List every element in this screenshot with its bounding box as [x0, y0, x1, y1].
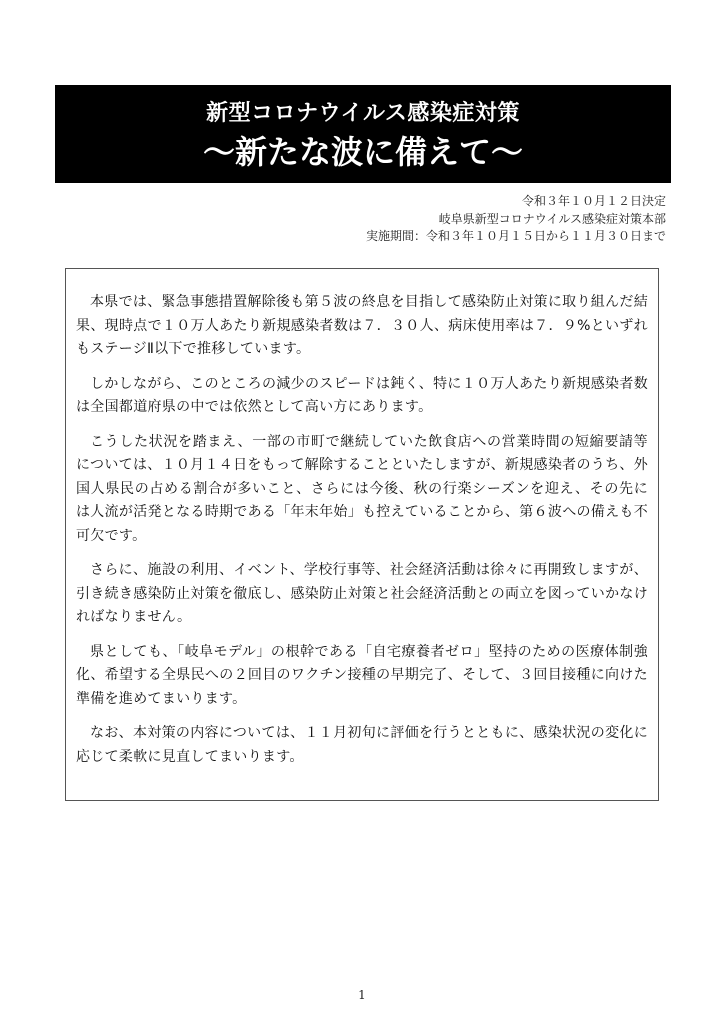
body-paragraph: しかしながら、このところの減少のスピードは鈍く、特に１０万人あたり新規感染者数は全国都道府県の中では依然として高い方にあります。 — [76, 375, 648, 415]
body-paragraph: こうした状況を踏まえ、一部の市町で継続していた飲食店への営業時間の短縮要請等については、１０月１４日をもって解除することといたしますが、新規感染者のうち、外国人県民の占める割合が多いこと、さらには今後、秋の行楽シーズンを迎え、その先には人流が活発となる時期である「年末年始」も控えていることから、第６波への備えも不可欠です。 — [76, 433, 648, 544]
body-paragraph: さらに、施設の利用、イベント、学校行事等、社会経済活動は徐々に再開致しますが、引き続き感染防止対策を徹底し、感染防止対策と社会経済活動との両立を図っていかなければなりません。 — [76, 562, 648, 625]
body-paragraph: 本県では、緊急事態措置解除後も第５波の終息を目指して感染防止対策に取り組んだ結果、現時点で１０万人あたり新規感染者数は７．３０人、病床使用率は７．９%といずれもステージⅡ以下で推移しています。 — [76, 294, 648, 357]
document-meta — [366, 193, 666, 246]
body-paragraph: なお、本対策の内容については、１１月初旬に評価を行うとともに、感染状況の変化に応じて柔軟に見直してまいります。 — [76, 725, 648, 765]
body-paragraph: 県としても、「岐阜モデル」の根幹である「自宅療養者ゼロ」堅持のための医療体制強化、希望する全県民への２回目のワクチン接種の早期完了、そして、３回目接種に向けた準備を進めてまいります。 — [76, 643, 648, 707]
page-subtitle: 〜新たな波に備えて〜 — [202, 133, 523, 171]
issuer: 岐阜県新型コロナウイルス感染症対策本部 — [438, 211, 666, 226]
page-title: 新型コロナウイルス感染症対策 — [206, 101, 520, 126]
page-number: 1 — [358, 988, 366, 1002]
title-banner — [55, 85, 671, 183]
implementation-period: 実施期間：令和３年１０月１５日から１１月３０日まで — [365, 229, 666, 243]
body-box — [65, 268, 659, 801]
decision-date: 令和３年１０月１２日決定 — [521, 194, 666, 208]
